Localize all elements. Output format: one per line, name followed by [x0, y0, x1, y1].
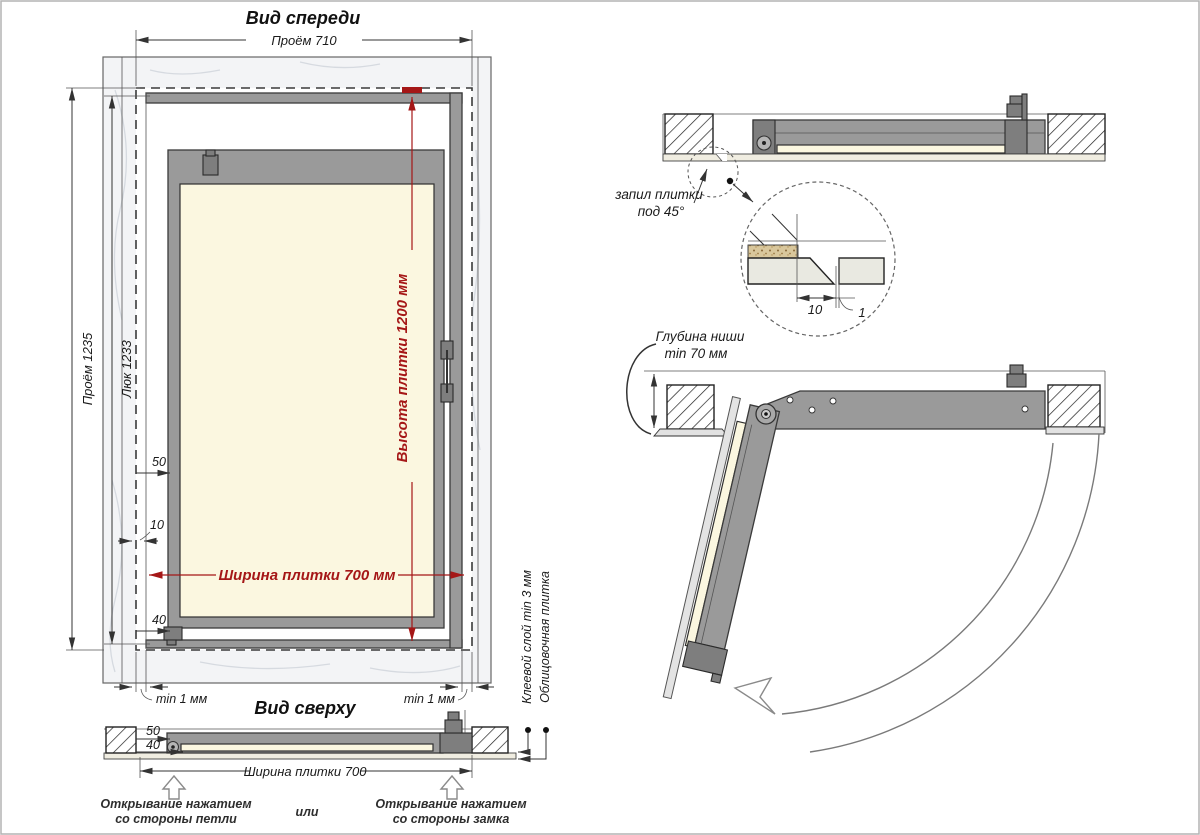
dim-opening-height: Проём 1235 — [80, 332, 95, 406]
tile-layer — [104, 753, 516, 759]
dim-opening-width: Проём 710 — [271, 33, 337, 48]
tile-cut-label-2: под 45° — [637, 204, 685, 219]
arm-hole — [809, 407, 815, 413]
hinge-pin — [762, 141, 766, 145]
hatch-frame-right — [450, 93, 462, 648]
latch-plate — [1022, 94, 1027, 120]
wall-section-right — [1048, 385, 1100, 427]
door-tile-strip — [181, 744, 433, 751]
open-hinge-label-1: Открывание нажатием — [100, 797, 252, 811]
callout-dot — [525, 727, 531, 733]
arm-hole — [787, 397, 793, 403]
red-tick — [402, 87, 422, 93]
door-end-latch — [711, 673, 722, 683]
tile-adjacent — [839, 258, 884, 284]
arm-hole — [1022, 406, 1028, 412]
callout-dot — [727, 178, 733, 184]
wall-section-left — [106, 727, 136, 753]
detail-dim-10: 10 — [807, 302, 823, 317]
latch-knob — [445, 720, 462, 733]
open-lock-label-2: со стороны замка — [392, 812, 510, 826]
callout-dot — [543, 727, 549, 733]
wall-plate-right — [1046, 427, 1104, 434]
gap-left-label: min 1 мм — [156, 692, 208, 706]
tv-offset-40: 40 — [146, 738, 160, 752]
wall-section-right — [472, 727, 508, 753]
tile-layer — [663, 154, 1105, 161]
niche-depth-label-1: Глубина ниши — [655, 329, 745, 344]
hinge-bottom — [164, 627, 182, 640]
adhesive-layer — [748, 245, 798, 258]
wall-plate-left — [654, 429, 728, 436]
latch-housing — [440, 733, 472, 753]
tile-height-label: Высота плитки 1200 мм — [394, 273, 411, 463]
front-view — [103, 57, 491, 683]
hatch-frame-bottom — [146, 640, 462, 648]
detail-circle — [741, 182, 895, 336]
hatch-frame-top — [146, 93, 462, 103]
tv-offset-50: 50 — [146, 724, 160, 738]
top-view-title: Вид сверху — [254, 698, 356, 718]
wall-section-left — [667, 385, 714, 429]
wall-section-right — [1048, 114, 1105, 154]
front-view-title: Вид спереди — [245, 8, 361, 28]
niche-depth-label-2: min 70 мм — [664, 346, 728, 361]
arm-hole — [830, 398, 836, 404]
hinge-pin — [171, 745, 175, 749]
latch-housing — [1005, 120, 1027, 154]
or-label: или — [295, 805, 319, 819]
tile-cut-label-1: запил плитки — [615, 187, 703, 202]
gap-right-label: min 1 мм — [403, 692, 455, 706]
door-tile-strip — [777, 145, 1005, 153]
offset-40: 40 — [152, 613, 166, 627]
open-lock-label-1: Открывание нажатием — [375, 797, 527, 811]
latch-knob — [1007, 374, 1026, 387]
offset-50: 50 — [152, 455, 166, 469]
hinge-top — [203, 155, 218, 175]
tv-tile-width-label: Ширина плитки 700 — [243, 764, 367, 779]
dim-hatch-height: Люк 1233 — [119, 340, 134, 398]
open-hinge-label-2: со стороны петли — [115, 812, 237, 826]
offset-10: 10 — [150, 518, 164, 532]
hinge-bottom-foot — [167, 640, 176, 645]
facing-tile-label: Облицовочная плитка — [538, 571, 552, 703]
hinge-top-pin — [206, 150, 215, 156]
detail-dim-1: 1 — [858, 305, 866, 320]
glue-layer-label: Клеевой слой min 3 мм — [520, 570, 534, 704]
frame-arm — [757, 391, 1045, 429]
hinge-pin — [764, 412, 768, 416]
tile-width-label: Ширина плитки 700 мм — [218, 567, 396, 584]
